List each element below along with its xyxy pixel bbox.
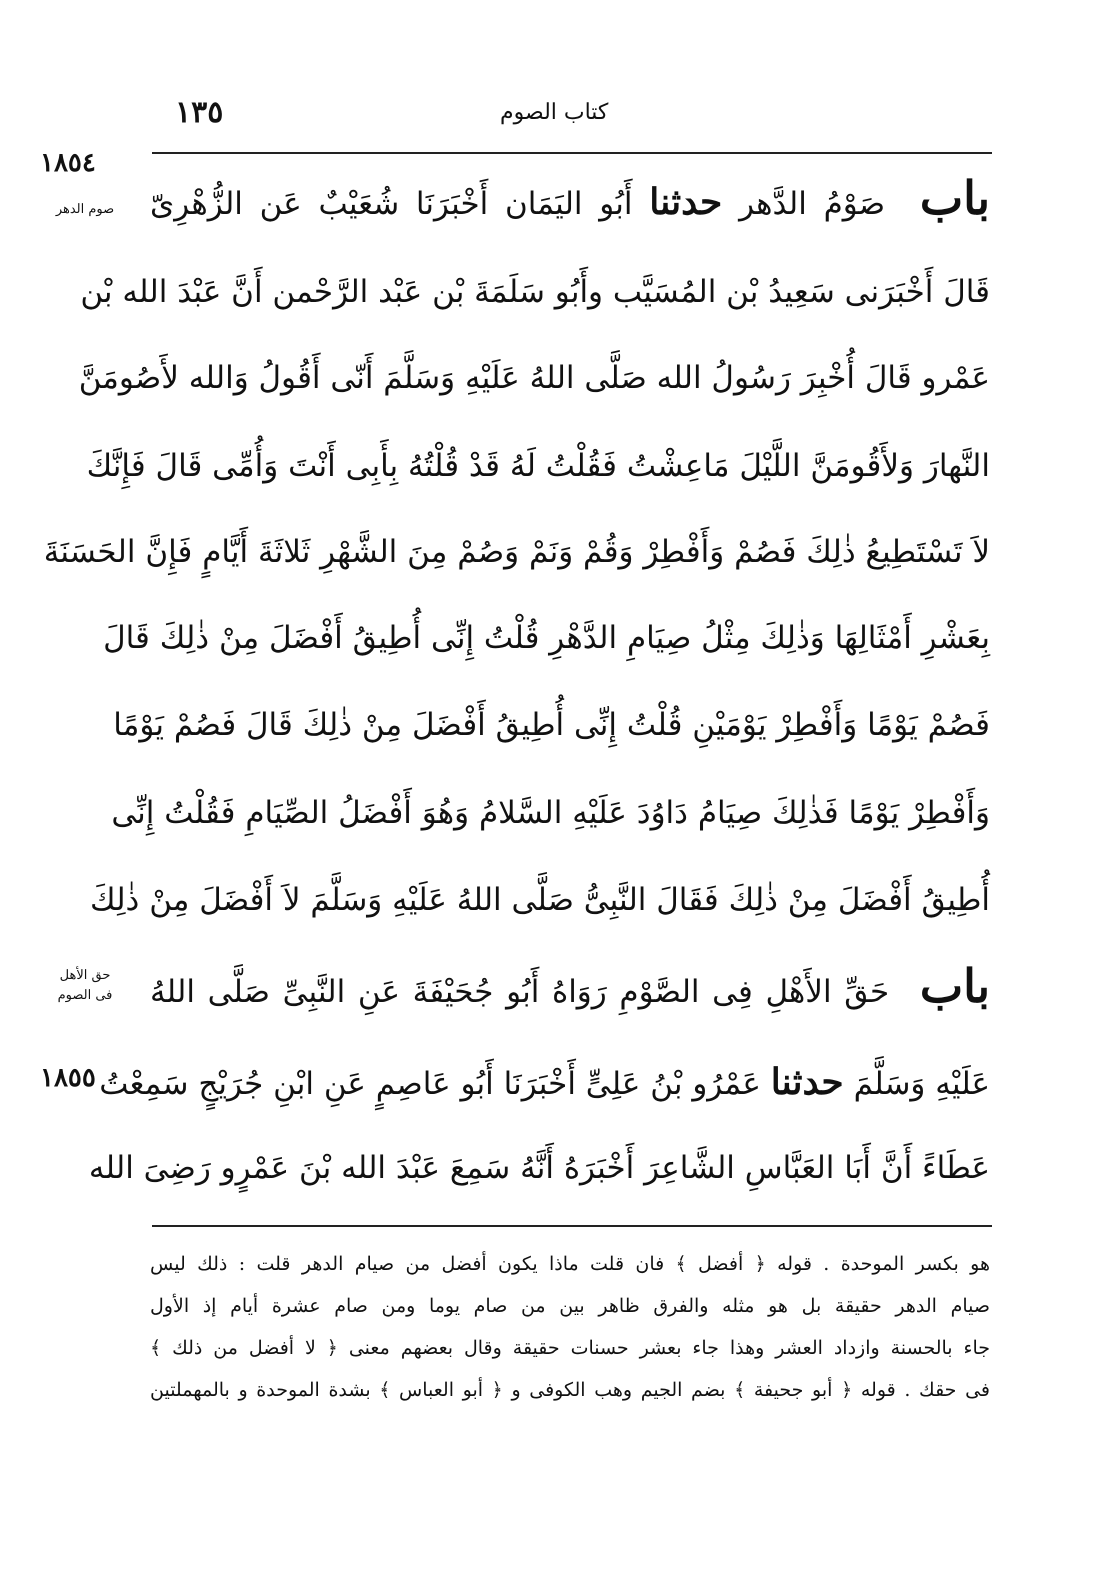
- hadith-number-1854: ١٨٥٤: [40, 148, 96, 178]
- bab-heading: باب: [919, 171, 990, 225]
- text-line-11: [99, 1061, 990, 1104]
- margin-note-line-2: فى الصوم: [57, 988, 113, 1003]
- header-divider: [152, 152, 992, 154]
- text-line-6: بِعَشْرِ أَمْثَالِهَا وَذٰلِكَ مِثْلُ صِيَامِ الدَّهْرِ قُلْتُ إِنِّى أُطِيقُ أَفْضَلَ مِنْ ذٰلِكَ قَالَ: [103, 620, 990, 656]
- footnote-line-4: فى حقك . قوله ﴿ أبو جحيفة ﴾ بضم الجيم وهب الكوفى و ﴿ أبو العباس ﴾ بشدة الموحدة و بالمهملتين: [150, 1379, 990, 1401]
- page-number: ١٣٥: [175, 95, 224, 130]
- footnote-line-2: صيام الدهر حقيقة بل هو مثله والفرق ظاهر بين من صام يوما ومن صام عشرة أيام إذ الأول: [150, 1295, 990, 1317]
- hadith-number-1855: ١٨٥٥: [40, 1063, 96, 1093]
- margin-note-sawm-al-dahr: صوم الدهر: [55, 202, 115, 217]
- chapter-title-2: حَقِّ الأَهْلِ فِى الصَّوْمِ رَوَاهُ أَبُو جُحَيْفَةَ عَنِ النَّبِىِّ صَلَّى اللهُ: [150, 974, 890, 1010]
- text-line-2: قَالَ أَخْبَرَنى سَعِيدُ بْن المُسَيَّب وأَبُو سَلَمَةَ بْن عَبْد الرَّحْمن أَنَّ عَبْدَ الله بْن: [80, 274, 990, 310]
- footnote-line-1: هو بكسر الموحدة . قوله ﴿ أفضل ﴾ فان قلت ماذا يكون أفضل من صيام الدهر قلت : ذلك ليس: [150, 1253, 990, 1275]
- text-line-10: [150, 959, 990, 1013]
- text-line-1: [150, 171, 990, 225]
- margin-note-haqq-al-ahl: [30, 966, 140, 1006]
- text-line-12: عَطَاءً أَنَّ أَبَا العَبَّاسِ الشَّاعِرَ أَخْبَرَهُ أَنَّهُ سَمِعَ عَبْدَ الله بْنَ عَمْرٍو رَضِىَ الله: [88, 1150, 990, 1186]
- isnad-text: أَبُو اليَمَان أَخْبَرَنَا شُعَيْبٌ عَن الزُّهْرِىّ: [150, 186, 633, 222]
- text-line-4: النَّهارَ وَلأَقُومَنَّ اللَّيْلَ مَاعِشْتُ فَقُلْتُ لَهُ قَدْ قُلْتُهُ بِأَبِى أَنْتَ وَأُمِّى قَالَ فَإِنَّكَ: [86, 448, 990, 484]
- text-line-9: أُطِيقُ أَفْضَلَ مِنْ ذٰلِكَ فَقَالَ النَّبِىُّ صَلَّى اللهُ عَلَيْهِ وَسَلَّمَ لاَ أَفْضَلَ مِنْ ذٰلِكَ: [89, 882, 990, 918]
- text-segment: عَمْرُو بْنُ عَلِىٍّ أَخْبَرَنَا أَبُو عَاصِمٍ عَنِ ابْنِ جُرَيْجٍ سَمِعْتُ: [99, 1066, 761, 1102]
- running-title: كتاب الصوم: [500, 100, 609, 125]
- text-segment: عَلَيْهِ وَسَلَّمَ: [853, 1066, 990, 1102]
- chapter-title: صَوْمُ الدَّهر: [739, 186, 886, 222]
- haddathana-mark: حدثنا: [649, 181, 723, 223]
- footnote-divider: [152, 1225, 992, 1227]
- text-line-7: فَصُمْ يَوْمًا وَأَفْطِرْ يَوْمَيْنِ قُلْتُ إِنِّى أُطِيقُ أَفْضَلَ مِنْ ذٰلِكَ قَالَ فَصُمْ يَوْمًا: [113, 707, 990, 743]
- footnote-line-3: جاء بالحسنة وازداد العشر وهذا جاء بعشر حسنات حقيقة وقال بعضهم معنى ﴿ لا أفضل من ذلك ﴾: [150, 1337, 990, 1359]
- haddathana-mark-2: حدثنا: [770, 1061, 844, 1103]
- text-line-5: لاَ تَسْتَطِيعُ ذٰلِكَ فَصُمْ وَأَفْطِرْ وَقُمْ وَنَمْ وَصُمْ مِنَ الشَّهْرِ ثَلاثَةَ أَيَّامٍ فَإِنَّ الحَسَنَةَ: [43, 534, 990, 570]
- text-line-3: عَمْرو قَالَ أُخْبِرَ رَسُولُ الله صَلَّى اللهُ عَلَيْهِ وَسَلَّمَ أَنّى أَقُولُ وَالله لأَصُومَنَّ: [78, 360, 990, 396]
- margin-note-line-1: حق الأهل: [59, 968, 111, 983]
- bab-heading-2: باب: [919, 959, 990, 1013]
- text-line-8: وَأَفْطِرْ يَوْمًا فَذٰلِكَ صِيَامُ دَاوُدَ عَلَيْهِ السَّلامُ وَهُوَ أَفْضَلُ الصِّيَامِ فَقُلْتُ إِنِّى: [111, 795, 990, 831]
